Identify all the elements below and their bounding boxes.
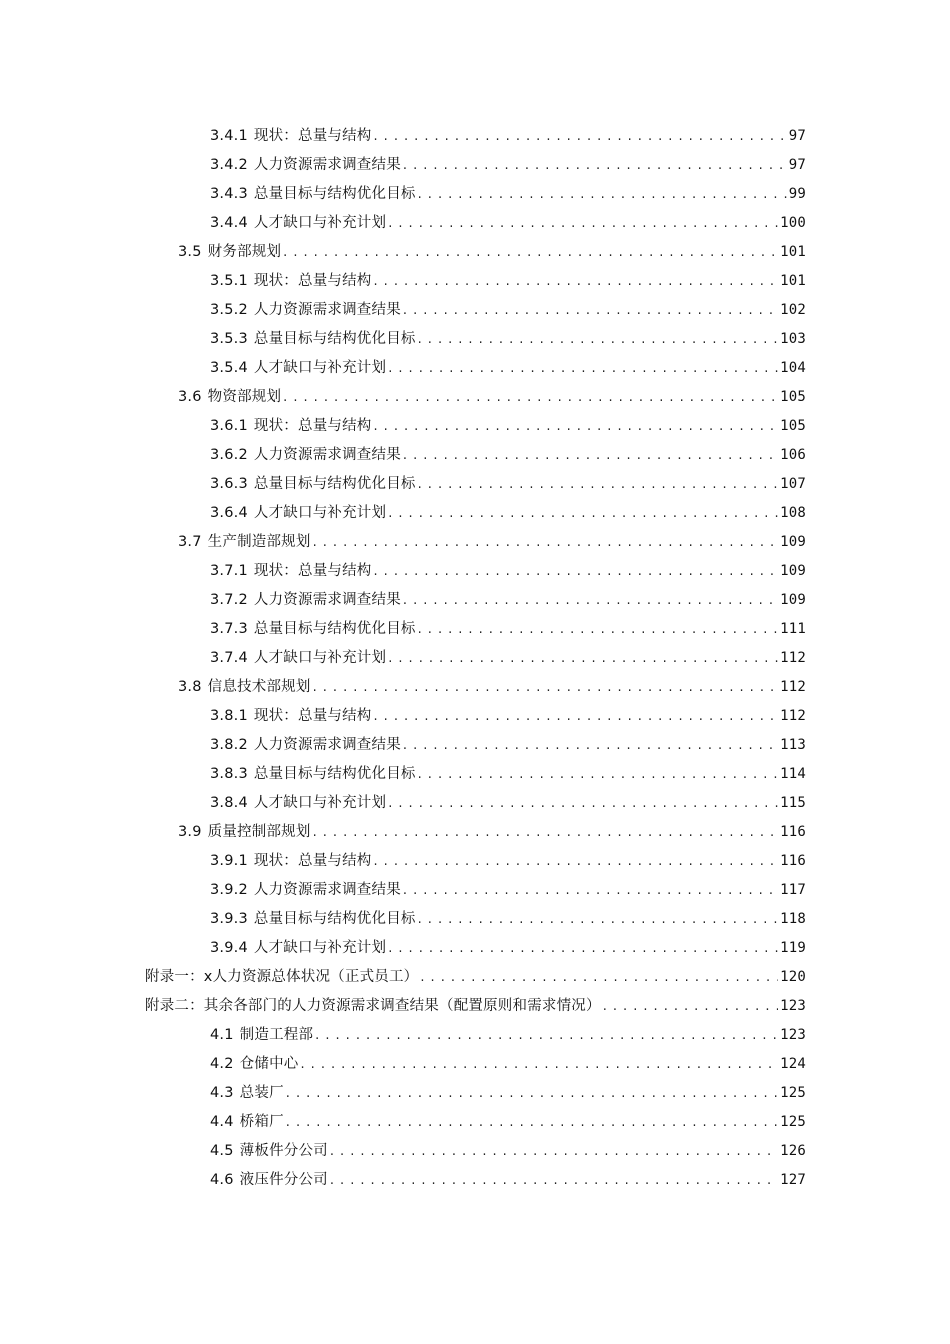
toc-dot-leader xyxy=(374,267,779,296)
toc-entry[interactable] xyxy=(0,122,950,151)
toc-entry-number: 4.1 xyxy=(210,1027,234,1043)
toc-page-number: 97 xyxy=(788,157,806,173)
toc-entry[interactable] xyxy=(0,847,950,876)
toc-page-number: 118 xyxy=(780,911,806,927)
toc-dot-leader xyxy=(403,296,778,325)
toc-page-number: 124 xyxy=(780,1056,806,1072)
toc-entry-line xyxy=(210,209,806,238)
toc-entry-title: 人才缺口与补充计划 xyxy=(253,505,387,521)
toc-entry[interactable] xyxy=(0,296,950,325)
toc-entry[interactable] xyxy=(0,934,950,963)
toc-page-number: 100 xyxy=(780,215,806,231)
toc-entry-number: 3.7 xyxy=(178,534,202,550)
toc-page-number: 117 xyxy=(780,882,806,898)
toc-entry-title: 人力资源需求调查结果 xyxy=(253,302,401,318)
toc-entry-number: 4.5 xyxy=(210,1143,234,1159)
toc-entry-line xyxy=(210,557,806,586)
toc-entry-line xyxy=(210,180,806,209)
toc-dot-leader xyxy=(313,818,779,847)
toc-entry-line xyxy=(210,151,806,180)
toc-page-number: 116 xyxy=(780,853,806,869)
toc-dot-leader xyxy=(388,354,778,383)
toc-page-number: 99 xyxy=(788,186,806,202)
toc-entry-number: 3.8.3 xyxy=(210,766,248,782)
toc-dot-leader xyxy=(388,934,778,963)
toc-entry-line xyxy=(178,383,806,412)
toc-dot-leader xyxy=(388,499,778,528)
toc-page-number: 102 xyxy=(780,302,806,318)
toc-entry-line xyxy=(145,992,806,1021)
toc-entry-number: 3.7.2 xyxy=(210,592,248,608)
toc-entry[interactable] xyxy=(0,789,950,818)
toc-entry-line xyxy=(178,528,806,557)
toc-entry[interactable] xyxy=(0,383,950,412)
toc-dot-leader xyxy=(330,1166,778,1195)
toc-entry-number: 3.9.4 xyxy=(210,940,248,956)
toc-entry-title: 现状：总量与结构 xyxy=(253,853,372,869)
toc-dot-leader xyxy=(374,557,779,586)
toc-page-number: 114 xyxy=(780,766,806,782)
toc-entry-title: 附录二：其余各部门的人力资源需求调查结果（配置原则和需求情况） xyxy=(145,998,601,1014)
toc-entry-line xyxy=(210,1050,806,1079)
toc-entry[interactable] xyxy=(0,209,950,238)
toc-entry-title: 制造工程部 xyxy=(239,1027,314,1043)
toc-page-number: 97 xyxy=(788,128,806,144)
toc-dot-leader xyxy=(420,963,778,992)
toc-entry-number: 3.7.1 xyxy=(210,563,248,579)
toc-entry-line xyxy=(210,586,806,615)
toc-dot-leader xyxy=(300,1050,778,1079)
toc-dot-leader xyxy=(603,992,778,1021)
toc-dot-leader xyxy=(403,586,778,615)
toc-entry-title: 人才缺口与补充计划 xyxy=(253,215,387,231)
toc-entry-line xyxy=(210,1137,806,1166)
toc-entry-line xyxy=(178,238,806,267)
toc-entry-number: 4.4 xyxy=(210,1114,234,1130)
toc-entry-title: 生产制造部规划 xyxy=(207,534,311,550)
toc-dot-leader xyxy=(313,528,779,557)
toc-page-number: 109 xyxy=(780,563,806,579)
toc-entry-number: 3.4.4 xyxy=(210,215,248,231)
toc-entry-title: 质量控制部规划 xyxy=(207,824,311,840)
toc-page-number: 101 xyxy=(780,273,806,289)
toc-entry[interactable] xyxy=(0,180,950,209)
toc-entry-title: 总量目标与结构优化目标 xyxy=(253,476,416,492)
toc-entry-title: 总量目标与结构优化目标 xyxy=(253,621,416,637)
toc-entry[interactable] xyxy=(0,470,950,499)
toc-entry-number: 3.6.2 xyxy=(210,447,248,463)
toc-entry-line xyxy=(210,615,806,644)
toc-entry-number: 3.6.3 xyxy=(210,476,248,492)
toc-entry[interactable] xyxy=(0,354,950,383)
toc-entry-line xyxy=(210,122,806,151)
toc-entry[interactable] xyxy=(0,1137,950,1166)
toc-entry-number: 3.8.4 xyxy=(210,795,248,811)
toc-entry[interactable] xyxy=(0,499,950,528)
toc-entry-line xyxy=(210,760,806,789)
toc-entry-number: 3.5 xyxy=(178,244,202,260)
toc-entry[interactable] xyxy=(0,992,950,1021)
toc-page-number: 113 xyxy=(780,737,806,753)
toc-dot-leader xyxy=(403,876,778,905)
toc-page-number: 116 xyxy=(780,824,806,840)
toc-entry[interactable] xyxy=(0,818,950,847)
toc-page-number: 105 xyxy=(780,418,806,434)
toc-entry-title: 液压件分公司 xyxy=(239,1172,328,1188)
toc-entry[interactable] xyxy=(0,760,950,789)
toc-entry[interactable] xyxy=(0,1050,950,1079)
toc-entry-number: 4.6 xyxy=(210,1172,234,1188)
toc-entry[interactable] xyxy=(0,731,950,760)
toc-entry-title: 总量目标与结构优化目标 xyxy=(253,911,416,927)
toc-dot-leader xyxy=(418,325,779,354)
toc-entry-line xyxy=(210,325,806,354)
toc-entry[interactable] xyxy=(0,644,950,673)
toc-entry-number: 4.3 xyxy=(210,1085,234,1101)
toc-entry-number: 3.4.1 xyxy=(210,128,248,144)
toc-entry-number: 3.5.4 xyxy=(210,360,248,376)
toc-entry-line xyxy=(210,644,806,673)
toc-page-number: 127 xyxy=(780,1172,806,1188)
toc-page-number: 101 xyxy=(780,244,806,260)
toc-entry-number: 3.8.2 xyxy=(210,737,248,753)
toc-entry[interactable] xyxy=(0,267,950,296)
toc-page-number: 103 xyxy=(780,331,806,347)
toc-entry-line xyxy=(210,731,806,760)
toc-entry-number: 3.6.4 xyxy=(210,505,248,521)
toc-dot-leader xyxy=(418,180,787,209)
toc-entry-title: 现状：总量与结构 xyxy=(253,273,372,289)
toc-entry[interactable] xyxy=(0,615,950,644)
toc-entry[interactable] xyxy=(0,528,950,557)
toc-page-number: 119 xyxy=(780,940,806,956)
toc-dot-leader xyxy=(374,847,779,876)
toc-entry-line xyxy=(210,876,806,905)
toc-entry-title: 仓储中心 xyxy=(239,1056,299,1072)
toc-entry-number: 3.5.1 xyxy=(210,273,248,289)
toc-entry-number: 4.2 xyxy=(210,1056,234,1072)
toc-entry-title: 总量目标与结构优化目标 xyxy=(253,186,416,202)
toc-entry-line xyxy=(210,1108,806,1137)
toc-entry-line xyxy=(210,354,806,383)
toc-entry-line xyxy=(210,412,806,441)
toc-dot-leader xyxy=(388,644,778,673)
toc-entry-number: 3.5.3 xyxy=(210,331,248,347)
toc-entry[interactable] xyxy=(0,673,950,702)
toc-page-number: 105 xyxy=(780,389,806,405)
toc-entry-number: 3.6 xyxy=(178,389,202,405)
toc-page-number: 104 xyxy=(780,360,806,376)
toc-entry-title: 附录一：x人力资源总体状况（正式员工） xyxy=(145,969,419,985)
toc-dot-leader xyxy=(388,209,778,238)
toc-entry-number: 3.8.1 xyxy=(210,708,248,724)
toc-page-number: 111 xyxy=(780,621,806,637)
toc-entry[interactable] xyxy=(0,1108,950,1137)
toc-page-number: 120 xyxy=(780,969,806,985)
toc-entry-number: 3.4.3 xyxy=(210,186,248,202)
toc-dot-leader xyxy=(286,1079,778,1108)
toc-entry[interactable] xyxy=(0,1079,950,1108)
toc-entry-title: 桥箱厂 xyxy=(239,1114,284,1130)
toc-page-number: 125 xyxy=(780,1114,806,1130)
toc-dot-leader xyxy=(374,412,779,441)
toc-entry-line xyxy=(210,1166,806,1195)
toc-entry-title: 总量目标与结构优化目标 xyxy=(253,331,416,347)
toc-entry-title: 人力资源需求调查结果 xyxy=(253,447,401,463)
toc-entry-title: 现状：总量与结构 xyxy=(253,128,372,144)
toc-entry-line xyxy=(210,905,806,934)
toc-entry[interactable] xyxy=(0,557,950,586)
toc-entry[interactable] xyxy=(0,963,950,992)
toc-entry[interactable] xyxy=(0,702,950,731)
toc-entry-title: 人才缺口与补充计划 xyxy=(253,795,387,811)
toc-dot-leader xyxy=(374,122,787,151)
toc-entry-title: 人才缺口与补充计划 xyxy=(253,940,387,956)
toc-dot-leader xyxy=(403,731,778,760)
toc-entry[interactable] xyxy=(0,1021,950,1050)
toc-entry-line xyxy=(210,296,806,325)
toc-entry[interactable] xyxy=(0,876,950,905)
toc-page-number: 106 xyxy=(780,447,806,463)
toc-dot-leader xyxy=(403,151,787,180)
toc-entry-number: 3.6.1 xyxy=(210,418,248,434)
toc-dot-leader xyxy=(388,789,778,818)
toc-dot-leader xyxy=(283,383,778,412)
toc-entry-title: 人力资源需求调查结果 xyxy=(253,592,401,608)
toc-entry-number: 3.7.4 xyxy=(210,650,248,666)
toc-page-number: 112 xyxy=(780,650,806,666)
toc-dot-leader xyxy=(418,905,779,934)
toc-entry-line xyxy=(210,499,806,528)
toc-page-number: 112 xyxy=(780,679,806,695)
toc-entry-title: 现状：总量与结构 xyxy=(253,418,372,434)
toc-dot-leader xyxy=(283,238,778,267)
toc-dot-leader xyxy=(286,1108,778,1137)
toc-page-number: 109 xyxy=(780,534,806,550)
toc-entry-line xyxy=(210,702,806,731)
toc-entry-number: 3.9.1 xyxy=(210,853,248,869)
table-of-contents xyxy=(0,122,950,1195)
toc-entry[interactable] xyxy=(0,905,950,934)
toc-entry-line xyxy=(178,673,806,702)
toc-entry-number: 3.9.2 xyxy=(210,882,248,898)
toc-entry-number: 3.9 xyxy=(178,824,202,840)
toc-entry-title: 薄板件分公司 xyxy=(239,1143,328,1159)
toc-entry-line xyxy=(145,963,806,992)
toc-entry-line xyxy=(210,441,806,470)
toc-entry-line xyxy=(210,1021,806,1050)
toc-entry-line xyxy=(210,267,806,296)
toc-entry-title: 财务部规划 xyxy=(207,244,282,260)
toc-entry-number: 3.5.2 xyxy=(210,302,248,318)
toc-entry[interactable] xyxy=(0,412,950,441)
toc-entry-number: 3.9.3 xyxy=(210,911,248,927)
toc-dot-leader xyxy=(330,1137,778,1166)
toc-entry[interactable] xyxy=(0,151,950,180)
toc-entry[interactable] xyxy=(0,1166,950,1195)
toc-entry-line xyxy=(210,847,806,876)
toc-page-number: 115 xyxy=(780,795,806,811)
toc-dot-leader xyxy=(418,470,779,499)
toc-entry-title: 物资部规划 xyxy=(207,389,282,405)
toc-page-number: 109 xyxy=(780,592,806,608)
toc-entry-title: 总量目标与结构优化目标 xyxy=(253,766,416,782)
toc-entry-title: 人力资源需求调查结果 xyxy=(253,737,401,753)
toc-page-number: 125 xyxy=(780,1085,806,1101)
toc-dot-leader xyxy=(418,760,779,789)
toc-page-number: 112 xyxy=(780,708,806,724)
toc-entry-title: 人力资源需求调查结果 xyxy=(253,882,401,898)
toc-entry-title: 信息技术部规划 xyxy=(207,679,311,695)
toc-page-number: 126 xyxy=(780,1143,806,1159)
toc-dot-leader xyxy=(403,441,778,470)
toc-entry-number: 3.8 xyxy=(178,679,202,695)
toc-entry[interactable] xyxy=(0,238,950,267)
toc-dot-leader xyxy=(374,702,779,731)
toc-page-number: 123 xyxy=(780,1027,806,1043)
toc-entry[interactable] xyxy=(0,325,950,354)
toc-dot-leader xyxy=(418,615,779,644)
toc-dot-leader xyxy=(313,673,779,702)
toc-page-number: 107 xyxy=(780,476,806,492)
toc-entry-number: 3.4.2 xyxy=(210,157,248,173)
toc-entry-title: 人才缺口与补充计划 xyxy=(253,650,387,666)
toc-entry-title: 现状：总量与结构 xyxy=(253,563,372,579)
toc-entry[interactable] xyxy=(0,586,950,615)
toc-dot-leader xyxy=(315,1021,778,1050)
toc-entry-title: 总装厂 xyxy=(239,1085,284,1101)
toc-entry-title: 人力资源需求调查结果 xyxy=(253,157,401,173)
toc-entry-line xyxy=(178,818,806,847)
toc-entry-line xyxy=(210,1079,806,1108)
toc-entry[interactable] xyxy=(0,441,950,470)
toc-entry-line xyxy=(210,934,806,963)
toc-entry-line xyxy=(210,470,806,499)
toc-entry-line xyxy=(210,789,806,818)
toc-entry-title: 人才缺口与补充计划 xyxy=(253,360,387,376)
toc-entry-title: 现状：总量与结构 xyxy=(253,708,372,724)
toc-entry-number: 3.7.3 xyxy=(210,621,248,637)
toc-page-number: 108 xyxy=(780,505,806,521)
toc-page-number: 123 xyxy=(780,998,806,1014)
